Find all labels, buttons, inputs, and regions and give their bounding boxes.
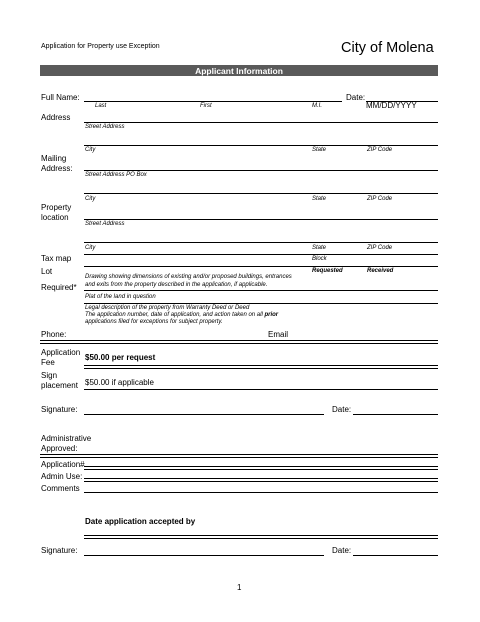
signature-date-line[interactable] (353, 414, 438, 415)
sign-placement-value: $50.00 if applicable (85, 378, 154, 387)
received-caption: Received (367, 268, 394, 274)
city-title: City of Molena (341, 40, 434, 56)
tax-map-label: Tax map (41, 254, 72, 263)
property-zip-caption: ZIP Code (367, 245, 393, 251)
address-city-line[interactable] (84, 145, 438, 146)
address-city-caption: City (85, 147, 96, 153)
comments-label: Comments (41, 484, 80, 493)
required-line-2[interactable] (84, 303, 438, 304)
signature-line[interactable] (84, 414, 324, 415)
required-item-prior-2: applications filed for exceptions for subject property. (85, 319, 223, 325)
sign-placement-label-2: placement (41, 380, 78, 390)
mailing-address-label: Mailing Address: (41, 154, 73, 173)
admin-use-line[interactable] (84, 478, 438, 482)
required-item-drawing-1: Drawing showing dimensions of existing and/or proposed buildings, entrances (85, 274, 292, 280)
date-value: MM/DD/YYYY (366, 101, 417, 110)
signature2-date-line[interactable] (353, 555, 438, 556)
mailing-state-caption: State (312, 196, 327, 202)
block-line[interactable] (84, 266, 438, 267)
administrative-approved-label (41, 434, 91, 454)
signature2-line[interactable] (84, 555, 324, 556)
required-item-drawing-2: and exits from the property described in the application, if applicable. (85, 282, 268, 288)
administrative-line[interactable] (40, 454, 438, 458)
form-subtitle: Application for Property use Exception (41, 43, 160, 50)
required-item-prior-bold: prior (264, 312, 279, 318)
application-fee-label-1: Application (41, 348, 81, 357)
mailing-city-caption: City (85, 196, 96, 202)
property-city-line[interactable] (84, 242, 438, 243)
mi-caption: M.I. (312, 103, 322, 109)
application-number-label: Application# (41, 460, 85, 469)
accepted-by-label: Date application accepted by (85, 517, 196, 526)
comments-line[interactable] (84, 492, 438, 493)
application-fee-line (84, 365, 438, 369)
admin-use-label: Admin Use: (41, 472, 83, 481)
application-fee-value: $50.00 per request (85, 353, 156, 362)
requested-caption: Requested (312, 268, 343, 274)
signature-date-label: Date: (332, 405, 352, 414)
phone-email-line[interactable] (40, 340, 438, 344)
accepted-by-line[interactable] (84, 535, 438, 539)
full-name-label: Full Name: (41, 93, 80, 102)
signature-label: Signature: (41, 405, 78, 414)
property-street-line[interactable] (84, 219, 438, 220)
administrative-label: Administrative (41, 434, 92, 443)
signature2-label: Signature: (41, 546, 78, 555)
block-caption: Block (312, 256, 327, 262)
address-street-line[interactable] (84, 122, 438, 123)
approved-label: Approved: (41, 444, 78, 453)
email-label: Email (268, 330, 289, 339)
mailing-zip-caption: ZIP Code (367, 196, 393, 202)
application-number-line[interactable] (84, 466, 438, 470)
required-item-plat: Plat of the land in question (85, 294, 156, 300)
date-label: Date: (346, 93, 366, 102)
page-number: 1 (237, 583, 242, 592)
address-label: Address (41, 113, 71, 122)
property-location-label: Property location (41, 203, 72, 222)
address-street-caption: Street Address (85, 124, 125, 130)
required-item-prior-text: The application number, date of application, and action taken on all (85, 312, 263, 318)
required-line-1[interactable] (84, 290, 438, 291)
signature2-date-label: Date: (332, 546, 352, 555)
application-fee-label-2: Fee (41, 357, 55, 367)
mailing-city-line[interactable] (84, 193, 438, 194)
property-street-caption: Street Address (85, 221, 125, 227)
lot-label: Lot (41, 267, 53, 276)
sign-placement-line (84, 389, 438, 390)
tax-map-line[interactable] (84, 254, 438, 255)
phone-label: Phone: (41, 330, 67, 339)
property-state-caption: State (312, 245, 327, 251)
property-city-caption: City (85, 245, 96, 251)
sign-placement-label-1: Sign (41, 371, 58, 380)
sign-placement-label (41, 371, 78, 390)
mailing-street-caption: Street Address PO Box (85, 172, 147, 178)
address-state-caption: State (312, 147, 327, 153)
first-name-caption: First (200, 103, 212, 109)
required-item-legal: Legal description of the property from Warranty Deed or Deed (85, 305, 250, 311)
address-zip-caption: ZIP Code (367, 147, 393, 153)
mailing-street-line[interactable] (84, 170, 438, 171)
required-label: Required* (41, 283, 77, 292)
section-title: Applicant Information (195, 66, 283, 76)
last-name-caption: Last (95, 103, 107, 109)
application-fee-label (41, 348, 80, 367)
full-name-line[interactable] (84, 101, 342, 102)
required-item-prior-1 (85, 312, 278, 318)
section-header-bar (40, 65, 438, 76)
